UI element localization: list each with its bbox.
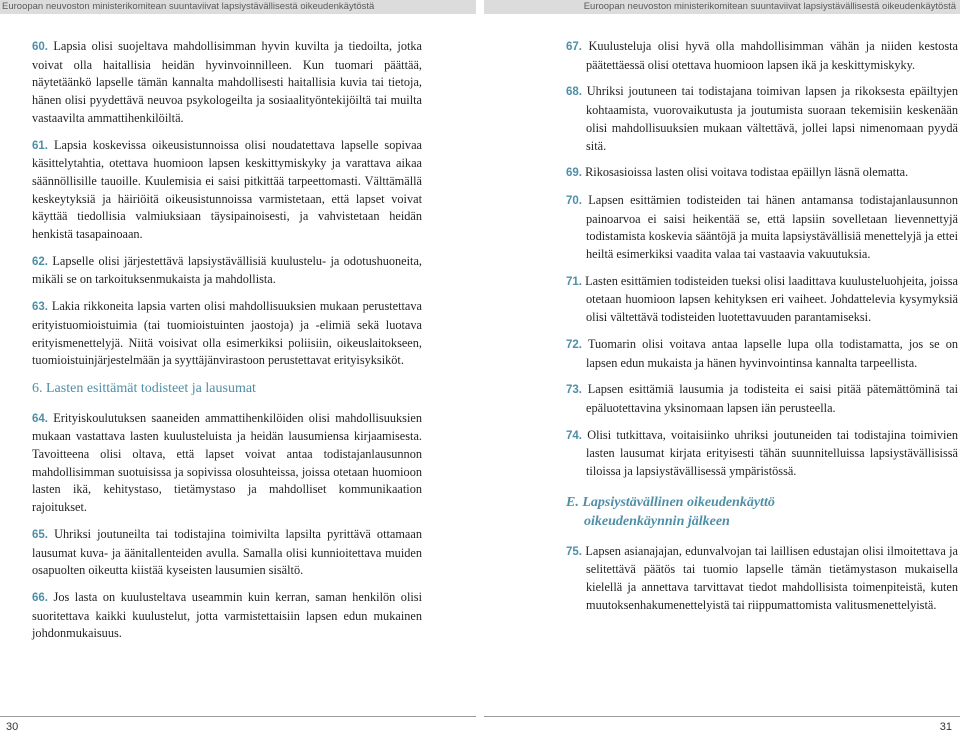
paragraph-number: 71.	[566, 275, 582, 288]
paragraph-text: Kuulusteluja olisi hyvä olla mahdollisimman vähän ja niiden kestosta päätettäessä olisi otettava huomioon lapsen ikä ja keskittymiskyky.	[586, 39, 958, 72]
page-number-left: 30	[6, 721, 19, 733]
running-header-right	[484, 0, 960, 14]
section-heading-6: 6. Lasten esittämät todisteet ja lausumat	[32, 380, 256, 396]
section-heading-e-line1: E. Lapsiystävällinen oikeudenkäyttö	[566, 494, 775, 510]
paragraph-number: 73.	[566, 384, 582, 397]
paragraph-71	[566, 273, 958, 327]
running-header-left-text: Euroopan neuvoston ministerikomitean suuntaviivat lapsiystävällisestä oikeudenkäytöstä	[2, 1, 375, 12]
paragraph-text: Jos lasta on kuulusteltava useammin kuin kerran, saman henkilön olisi suoritettava kaikki kuulustelut, jotta varmistettaisiin lapsen edun mukainen johdonmukaisuus.	[32, 589, 422, 641]
paragraph-text: Uhriksi joutuneen tai todistajana toimivan lapsen ja rikoksesta epäiltyjen kohtaamista, vuorovaikutusta ja joutumista suoraan tekemisiin keskenään olisi mahdollisuuksien mukaan vältettävä, jollei lapsi nimenomaan pyydä sitä.	[586, 84, 958, 153]
paragraph-68	[566, 83, 958, 155]
footer-rule-right	[484, 716, 960, 717]
paragraph-67	[566, 38, 958, 74]
paragraph-text: Lakia rikkoneita lapsia varten olisi mahdollisuuksien mukaan perustettava erityistuomioistuimia (tai tuomioistuinten jaostoja) ja -elimiä sekä luotava erityismenettelyjä. Niitä voisivat olla esimerkiksi poliisiin, oikeuslaitokseen, tuomioistuinjärjestelmään ja syyttäjänvirastoon perustettavat erityisyksiköt.	[32, 299, 422, 368]
paragraph-number: 65.	[32, 528, 48, 541]
paragraph-number: 64.	[32, 412, 48, 425]
footer-rule-left	[0, 716, 476, 717]
paragraph-number: 72.	[566, 338, 582, 351]
left-column	[32, 38, 422, 652]
paragraph-60	[32, 38, 422, 128]
paragraph-number: 63.	[32, 301, 48, 314]
paragraph-text: Lasten esittämien todisteiden tueksi olisi laadittava kuulusteluohjeita, joissa otetaan huomioon lapsen kehityksen eri vaiheet. Johdattelevia kysymyksiä olisi vältettävä todisteiden luotettavuuden parantamiseksi.	[585, 273, 959, 325]
paragraph-66	[32, 589, 422, 643]
paragraph-63	[32, 298, 422, 370]
paragraph-69	[566, 164, 958, 183]
paragraph-text: Rikosasioissa lasten olisi voitava todistaa epäillyn läsnä olematta.	[585, 165, 909, 180]
paragraph-70	[566, 192, 958, 264]
paragraph-text: Lapsia koskevissa oikeusistunnoissa olisi noudatettava lapselle sopivaa käsittelytahtia, otettava huomioon lapsen keskittymiskyky ja varattava aikaa säännöllisille tauoille. Kuulemisia ei saisi pitkittää tarpeettomasti. Välttämällä keskeytyksiä ja häiriöitä oikeusistunnoissa varmistetaan, että lapset voivat käyttää tiedollisia valmiuksiaan täysipainoisesti, ja vahvistetaan heidän henkistä tasapainoaan.	[32, 137, 422, 242]
paragraph-75	[566, 543, 958, 615]
paragraph-number: 74.	[566, 429, 582, 442]
paragraph-text: Lapselle olisi järjestettävä lapsiystävällisiä kuulustelu- ja odotushuoneita, mikäli se on tarkoituksenmukaista ja mahdollista.	[32, 253, 422, 287]
paragraph-text: Lapsen esittämiä lausumia ja todisteita ei saisi pitää pätemättöminä tai epäluotettavina yksinomaan lapsen iän perusteella.	[586, 382, 958, 415]
paragraph-number: 70.	[566, 194, 582, 207]
paragraph-72	[566, 336, 958, 372]
paragraph-text: Tuomarin olisi voitava antaa lapselle lupa olla todistamatta, jos se on lapsen edun mukaista ja hänen hyvinvointinsa kannalta tarpeellista.	[586, 336, 959, 370]
paragraph-74	[566, 427, 958, 481]
paragraph-number: 61.	[32, 139, 48, 152]
paragraph-73	[566, 381, 958, 417]
page-number-right: 31	[939, 721, 952, 733]
section-heading-e-line2: oikeudenkäynnin jälkeen	[584, 513, 730, 529]
section-heading-e	[566, 493, 958, 531]
paragraph-text: Lapsen asianajajan, edunvalvojan tai laillisen edustajan olisi ilmoitettava ja selitettävä päätös tai tuomio lapselle tämän tietämystason mukaisella kielellä ja annettava tarvittavat tiedot mahdollisista toimenpiteistä, kuten muutoksenhakumenettelyistä tai riippumattomista valitusmenettelyistä.	[585, 543, 958, 612]
running-header-right-text: Euroopan neuvoston ministerikomitean suuntaviivat lapsiystävällisestä oikeudenkäytöstä	[583, 1, 956, 12]
right-column	[566, 38, 958, 624]
paragraph-number: 62.	[32, 255, 48, 268]
paragraph-text: Uhriksi joutuneilta tai todistajina toimivilta lapsilta pyrittävä ottamaan lausumat kuva- ja äänitallenteiden avulla. Samalla olisi kunnioitettava muiden osapuolten oikeutta kiistää kyseisten lausumien sisältö.	[32, 526, 422, 578]
paragraph-61	[32, 137, 422, 244]
paragraph-number: 75.	[566, 545, 582, 558]
paragraph-text: Lapsia olisi suojeltava mahdollisimman hyvin kuvilta ja tiedoilta, jotka voivat olla haitallisia heidän hyvinvoinnilleen. Kun tuomari päättää, näytetäänkö lapselle tämän kannalta mahdollisesti haitallisia kuvia tai tietoja, hänen olisi pyydettävä neuvoa psykologeilta ja sosiaalityöntekijöiltä tai muilta vastaavilta ammattihenkilöiltä.	[32, 39, 423, 125]
paragraph-number: 67.	[566, 41, 582, 53]
paragraph-65	[32, 526, 422, 580]
paragraph-62	[32, 253, 422, 289]
paragraph-text: Erityiskoulutuksen saaneiden ammattihenkilöiden olisi mahdollisuuksien mukaan vastattava lasten kuulusteluista ja heidän lausumiensa kirjaamisesta. Tavoitteena olisi oltava, että lapset voivat antaa todistajanlausunnon mahdollisimman suotuisissa ja sopivissa olosuhteissa, joissa otetaan huomioon lasten ikä, kehitystaso, tietämystaso ja mahdolliset kommunikaation rajoitukset.	[32, 410, 422, 515]
paragraph-64	[32, 410, 422, 517]
paragraph-text: Olisi tutkittava, voitaisiinko uhriksi joutuneiden tai todistajina toimivien lasten lausumat kirjata erityisesti tähän suunnitelluissa lapsiystävällisissä tiloissa ja lapsiystävällisessä ympäristössä.	[586, 427, 958, 479]
paragraph-number: 69.	[566, 167, 582, 180]
paragraph-number: 66.	[32, 591, 48, 604]
paragraph-text: Lapsen esittämien todisteiden tai hänen antamansa todistajanlausunnon painoarvoa ei saisi heikentää se, että lapsiin sovelletaan lievennettyjä todistamista koskevia sääntöjä ja muita lapsiystävällisiä menettelyjä ja ettei heiltä esimerkiksi vaadita valaa tai vastaavia vakuutuksia.	[586, 192, 958, 262]
paragraph-number: 68.	[566, 86, 582, 99]
running-header-left	[0, 0, 476, 14]
paragraph-number: 60.	[32, 41, 48, 53]
